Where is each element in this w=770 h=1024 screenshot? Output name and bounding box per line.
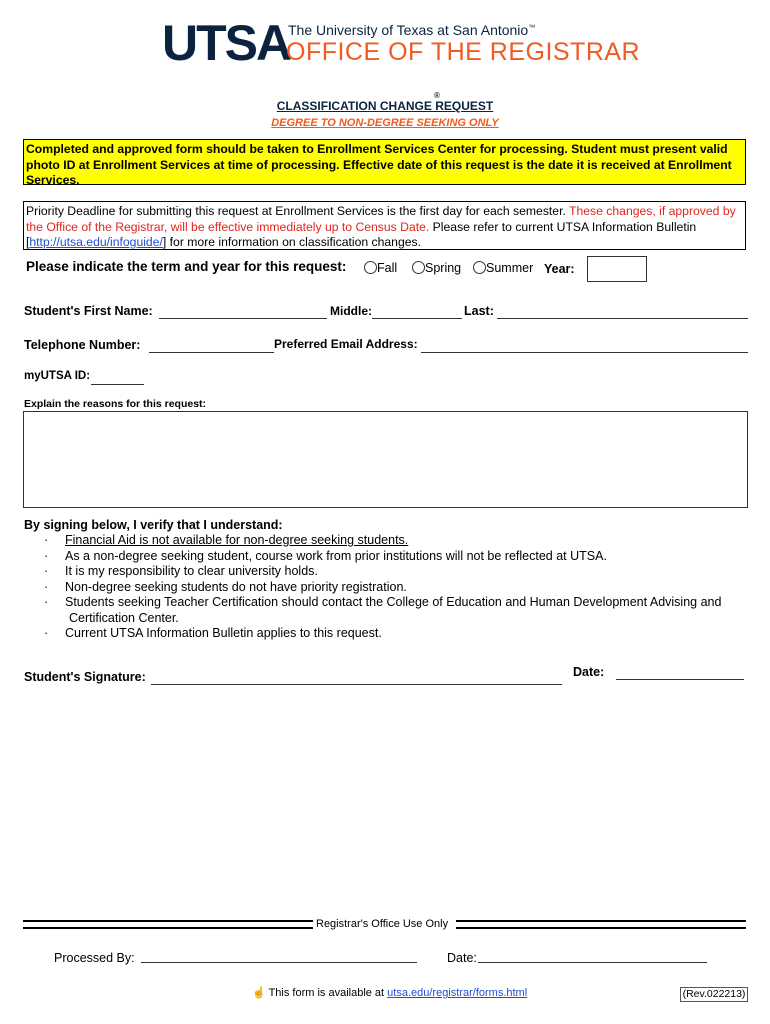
bullet-icon: · xyxy=(44,595,49,609)
deadline-notice xyxy=(23,201,746,250)
list-item-text: Students seeking Teacher Certification should contact the College of Education and Human Development Advising and xyxy=(65,595,722,609)
radio-icon[interactable] xyxy=(473,261,486,274)
first-name-field[interactable] xyxy=(159,318,327,319)
processed-by-field[interactable] xyxy=(141,962,417,963)
list-item-text: Financial Aid is not available for non-degree seeking students. xyxy=(65,533,409,547)
footer-note xyxy=(252,986,527,999)
list-item xyxy=(44,533,721,549)
deadline-warning: These changes, if approved by the Office of the Registrar, will be effective immediately up to Census Date. xyxy=(26,204,736,234)
list-item xyxy=(44,564,721,580)
office-date-label: Date: xyxy=(447,951,477,965)
office-title: OFFICE OF THE REGISTRAR xyxy=(286,38,641,66)
reasons-textarea[interactable] xyxy=(23,411,748,508)
office-date-field[interactable] xyxy=(478,962,707,963)
radio-icon[interactable] xyxy=(412,261,425,274)
form-title: CLASSIFICATION CHANGE REQUEST xyxy=(276,99,494,113)
list-item xyxy=(44,549,721,565)
verify-list xyxy=(44,533,721,642)
term-option-summer[interactable] xyxy=(473,261,533,275)
myutsa-id-label: myUTSA ID: xyxy=(24,370,91,382)
logo-registered-mark: ® xyxy=(434,91,438,100)
form-subtitle: DEGREE TO NON-DEGREE SEEKING ONLY xyxy=(271,117,499,129)
signature-field[interactable] xyxy=(151,684,562,685)
bullet-icon: · xyxy=(44,533,49,547)
term-prompt: Please indicate the term and year for this request: xyxy=(26,259,347,274)
last-name-label: Last: xyxy=(464,304,494,318)
processing-notice: Completed and approved form should be taken to Enrollment Services Center for processing. Student must present valid photo ID at Enrollment Services at time of processing. Effective date of this request is the date it is received at Enrollment Services. xyxy=(23,139,746,185)
list-item xyxy=(44,580,721,596)
university-name: The University of Texas at San Antonio™ xyxy=(288,22,536,38)
email-field[interactable] xyxy=(421,352,748,353)
logo-text: UTSA xyxy=(162,15,291,71)
bullet-icon: · xyxy=(44,564,49,578)
year-input[interactable] xyxy=(587,256,647,282)
signature-date-label: Date: xyxy=(573,665,605,679)
forms-link[interactable]: utsa.edu/registrar/forms.html xyxy=(387,987,528,999)
signature-label: Student's Signature: xyxy=(24,670,146,684)
bullet-icon: · xyxy=(44,548,49,563)
reasons-label: Explain the reasons for this request: xyxy=(24,398,207,410)
deadline-reference-end: ] for more information on classification changes. xyxy=(162,235,421,249)
term-option-label: Summer xyxy=(486,261,534,275)
term-option-spring[interactable] xyxy=(412,261,461,275)
signature-date-field[interactable] xyxy=(616,679,744,680)
middle-name-label: Middle: xyxy=(330,304,372,318)
list-item-text: As a non-degree seeking student, course work from prior institutions will not be reflected at UTSA. xyxy=(65,548,607,563)
divider xyxy=(23,920,313,929)
term-option-fall[interactable] xyxy=(364,261,397,275)
middle-name-field[interactable] xyxy=(372,318,462,319)
revision-badge: (Rev.022213) xyxy=(680,987,748,1002)
list-item-text: Non-degree seeking students do not have priority registration. xyxy=(65,579,407,594)
list-item-continuation xyxy=(44,611,721,627)
list-item-text: It is my responsibility to clear university holds. xyxy=(65,564,318,578)
verify-title: By signing below, I verify that I understand: xyxy=(24,518,283,532)
trademark-mark: ™ xyxy=(528,24,536,32)
bullet-icon: · xyxy=(44,626,49,640)
term-option-label: Spring xyxy=(425,261,462,275)
pointer-hand-icon: ☝ xyxy=(252,987,266,999)
footer-text: This form is available at xyxy=(268,987,388,999)
office-use-label: Registrar's Office Use Only xyxy=(316,918,449,930)
deadline-text: Priority Deadline for submitting this request at Enrollment Services is the first day for each semester. xyxy=(26,204,570,218)
radio-icon[interactable] xyxy=(364,261,377,274)
first-name-label: Student's First Name: xyxy=(24,304,153,318)
telephone-label: Telephone Number: xyxy=(24,338,141,352)
list-item-text: Certification Center. xyxy=(69,610,179,625)
year-label: Year: xyxy=(544,262,575,276)
infoguide-link[interactable]: http://utsa.edu/infoguide/ xyxy=(29,235,163,249)
bullet-icon: · xyxy=(44,579,49,594)
email-label: Preferred Email Address: xyxy=(274,337,418,351)
list-item xyxy=(44,626,721,642)
myutsa-id-field[interactable] xyxy=(91,384,144,385)
divider xyxy=(456,920,746,929)
list-item-text: Current UTSA Information Bulletin applies to this request. xyxy=(65,626,382,640)
term-option-label: Fall xyxy=(377,261,398,275)
telephone-field[interactable] xyxy=(149,352,274,353)
deadline-reference: Please refer to current UTSA Information Bulletin [ xyxy=(26,219,697,249)
processed-by-label: Processed By: xyxy=(54,951,135,965)
list-item xyxy=(44,595,721,611)
last-name-field[interactable] xyxy=(497,318,748,319)
